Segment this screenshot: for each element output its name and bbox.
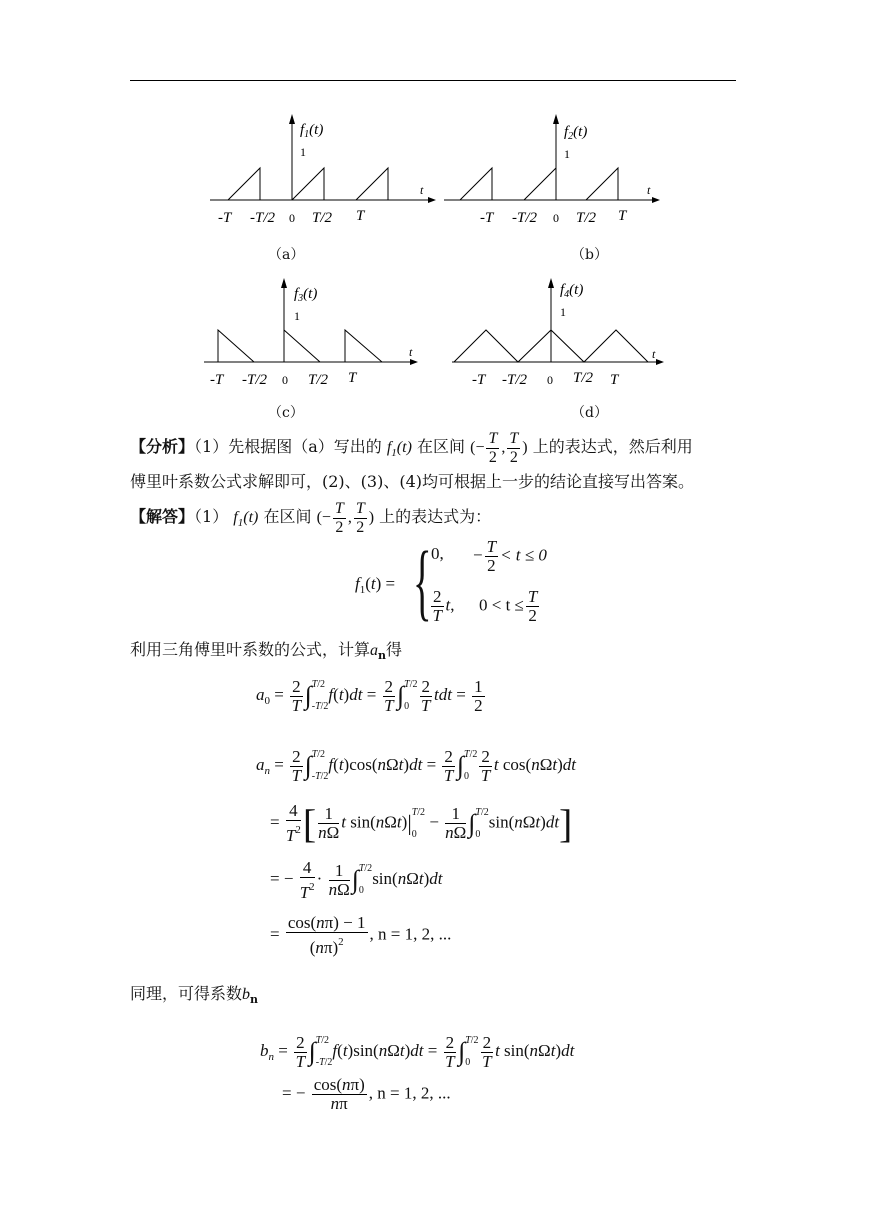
brace-icon: { (413, 533, 432, 629)
tick-b-4: T (618, 208, 627, 224)
bn-equation-2: = − $\frac{\cos(n\pi)}{n\pi}$ , n = 1, 2, ... (282, 1075, 451, 1113)
header-rule (130, 80, 736, 81)
t-axis-arrow-icon (652, 197, 660, 203)
case2-val: $\frac{2}{T}$ t, (432, 587, 455, 625)
tick-a-2: 0 (289, 211, 295, 225)
caption-a: （a） (268, 247, 305, 263)
tick-d-4: T (610, 372, 619, 388)
tick-d-1: -T/2 (502, 372, 528, 388)
analysis-line-2: 傅里叶系数公式求解即可，(2)、(3)、(4)均可根据上一步的结论直接写出答案。 (130, 472, 694, 491)
same-bn-line: 同理，可得系数$b_n$ (130, 984, 259, 1006)
tick-d-3: T/2 (573, 370, 594, 386)
func-label-a: $f_1(t)$ (300, 122, 324, 140)
bn-range: , n = 1, 2, ... (368, 1083, 451, 1103)
func-label-b: $f_2(t)$ (564, 124, 588, 142)
tick-c-1: -T/2 (242, 372, 268, 388)
tick-c-4: T (348, 370, 357, 386)
height-label-a: 1 (300, 145, 306, 159)
tick-b-1: -T/2 (512, 210, 538, 226)
same-bn-text: 同理，可得系数 (130, 984, 243, 1003)
t-axis-arrow-icon (410, 359, 418, 365)
figure-c (200, 272, 440, 402)
y-axis-arrow-icon (289, 114, 295, 124)
waveform-a (228, 168, 388, 200)
calc-an-text: 利用三角傅里叶系数的公式，计算 (130, 640, 371, 659)
caption-c: （c） (268, 405, 304, 421)
caption-d: （d） (571, 405, 608, 421)
calc-an-line: 利用三角傅里叶系数的公式，计算$a_n$得 (130, 640, 403, 662)
tick-c-0: -T (210, 372, 224, 388)
case2-cond: 0 < t ≤ $\frac{T}{2}$ (479, 587, 538, 625)
inline-f1-b: $f_1(t)$ (233, 509, 259, 530)
func-label-d: $f_4(t)$ (560, 282, 584, 300)
inline-interval-b: (− $\frac{T}{2}$ , $\frac{T}{2}$ ) (316, 500, 375, 536)
t-label-b: t (647, 183, 651, 197)
func-label-c: $f_3(t)$ (294, 286, 318, 304)
analysis-text-1b: 在区间 (417, 437, 466, 457)
height-label-b: 1 (564, 147, 570, 161)
t-axis-arrow-icon (428, 197, 436, 203)
tick-a-3: T/2 (312, 210, 333, 226)
an-equation-3: = − $\frac{4}{T^2}$ · $\frac{1}{n\Omega}$ ∫ T/2 0 sin(nΩt)dt (270, 857, 443, 902)
analysis-paragraph (130, 430, 745, 467)
tick-d-0: -T (472, 372, 486, 388)
answer-text-1c: 上的表达式为： (379, 507, 492, 527)
piecewise-lhs: $f_1(t)$ = (355, 574, 396, 596)
an-equation-4: = $\frac{\cos(n\pi) - 1}{(n\pi)^2}$ , n = 1, 2, ... (270, 913, 452, 957)
analysis-text-1a: （1）先根据图（a）写出的 (194, 437, 382, 457)
tick-c-3: T/2 (308, 372, 329, 388)
t-axis-arrow-icon (656, 359, 664, 365)
answer-text-1a: （1） (194, 507, 229, 527)
bn-equation-1: $b_n$ = $\frac{2}{T}$ ∫ T/2 -T/2 f(t)sin(nΩt)dt = $\frac{2}{T}$ ∫ T/2 0 $\frac{2}{T}$ t sin(nΩt)dt (260, 1032, 575, 1071)
waveform-b (460, 168, 618, 200)
tick-d-2: 0 (547, 373, 553, 387)
tick-a-1: -T/2 (250, 210, 276, 226)
tick-a-0: -T (218, 210, 232, 226)
t-label-a: t (420, 183, 424, 197)
figure-a (200, 110, 440, 240)
case1-cond: − $\frac{T}{2}$ < t ≤ 0 (473, 537, 547, 575)
inline-f1: $f_1(t)$ (386, 439, 412, 460)
tick-b-2: 0 (553, 211, 559, 225)
answer-tag: 【解答】 (130, 507, 195, 527)
t-label-d: t (652, 347, 656, 361)
waveform-c (218, 330, 382, 362)
y-axis-arrow-icon (553, 114, 559, 124)
analysis-text-1c: 上的表达式，然后利用 (532, 437, 693, 457)
an-equation-1: $a_n$ = $\frac{2}{T}$ ∫ T/2 -T/2 f(t)cos(nΩt)dt = $\frac{2}{T}$ ∫ T/2 0 $\frac{2}{T}$ t cos(nΩt)dt (256, 746, 576, 785)
analysis-tag: 【分析】 (130, 437, 195, 457)
tick-c-2: 0 (282, 373, 288, 387)
caption-b: （b） (571, 247, 608, 263)
t-label-c: t (409, 345, 413, 359)
an-equation-2: = $\frac{4}{T^2}$ [ $\frac{1}{n\Omega}$ t sin(nΩt)| T/2 0 − $\frac{1}{n\Omega}$ ∫ T/2 0 sin(nΩt)dt] (270, 801, 573, 846)
a0-equation: $a_0$ = $\frac{2}{T}$ ∫ T/2 -T/2 f(t)dt = $\frac{2}{T}$ ∫ T/2 0 $\frac{2}{T}$ tdt = $\frac{1}{2}$ (256, 676, 483, 715)
inline-interval: (− $\frac{T}{2}$ , $\frac{T}{2}$ ) (470, 430, 528, 466)
answer-paragraph (130, 500, 745, 537)
figure-d (436, 272, 676, 402)
height-label-d: 1 (560, 305, 566, 319)
y-axis-arrow-icon (281, 278, 287, 288)
tick-b-0: -T (480, 210, 494, 226)
calc-an-end: 得 (386, 640, 403, 659)
height-label-c: 1 (294, 309, 300, 323)
an-range: , n = 1, 2, ... (369, 924, 452, 944)
answer-text-1b: 在区间 (263, 507, 312, 527)
piecewise-f1 (355, 533, 555, 630)
case1-val: 0, (431, 544, 444, 563)
tick-b-3: T/2 (576, 210, 597, 226)
y-axis-arrow-icon (548, 278, 554, 288)
tick-a-4: T (356, 208, 365, 224)
figure-b (436, 110, 676, 240)
